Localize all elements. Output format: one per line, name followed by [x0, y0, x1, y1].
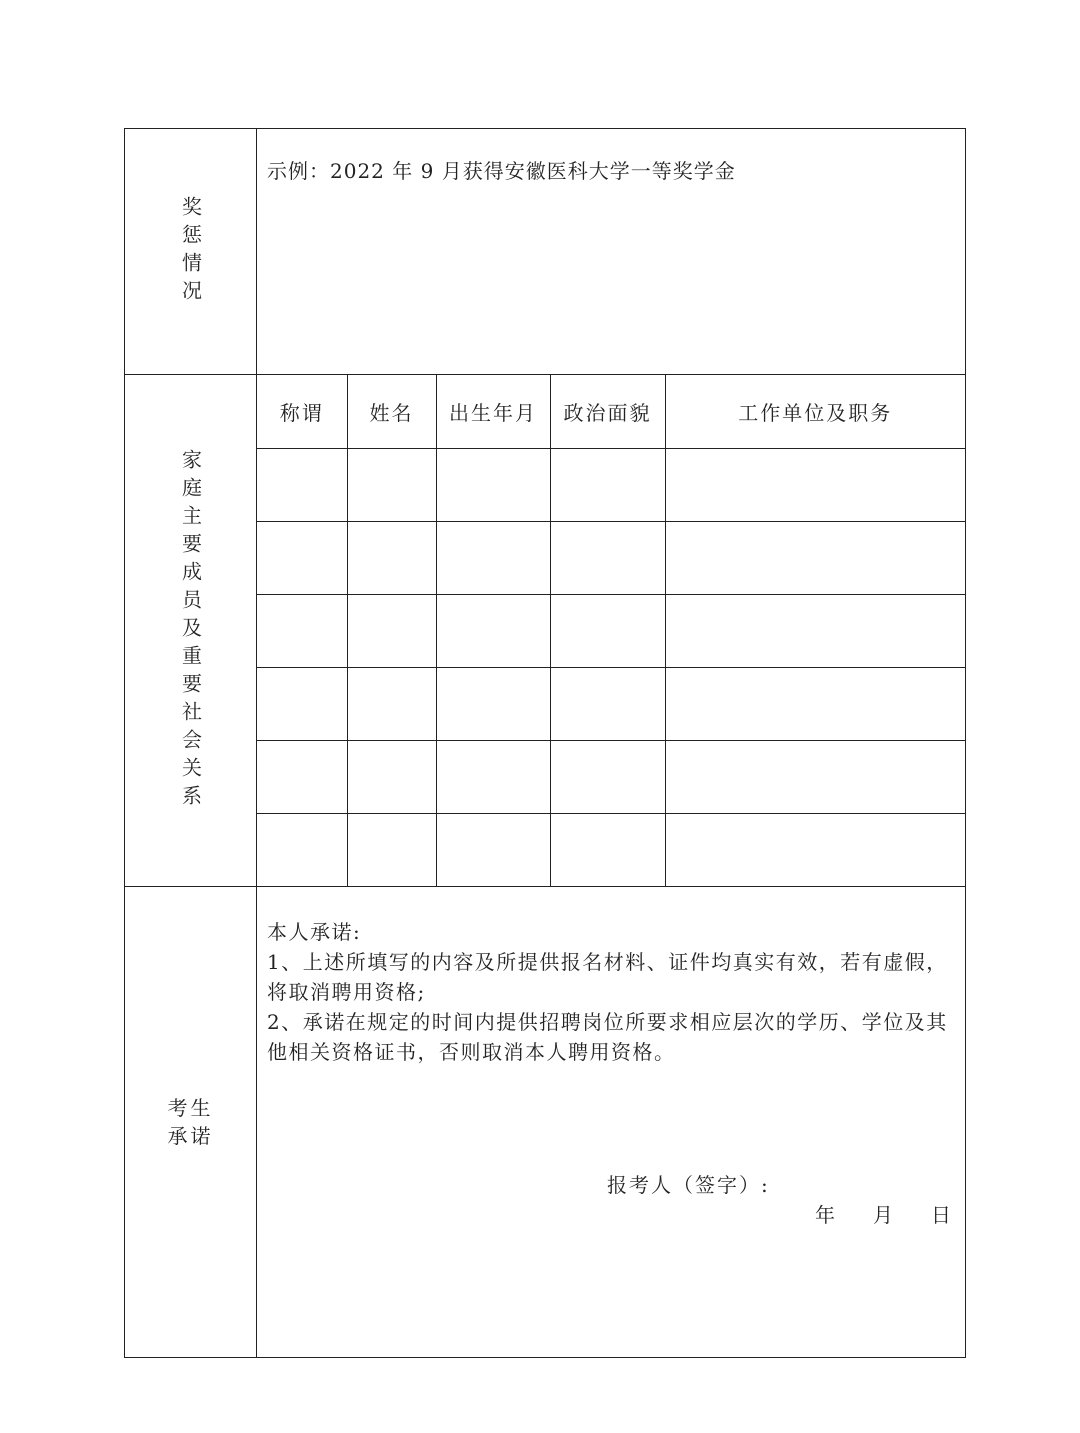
relation-cell[interactable] [257, 740, 347, 813]
awards-label: 奖惩情况 [178, 195, 203, 308]
pledge-row [125, 887, 965, 1357]
political-status-cell[interactable] [550, 521, 665, 594]
header-name: 姓名 [347, 375, 436, 448]
name-cell[interactable] [347, 667, 436, 740]
awards-example-text: 示例：2022 年 9 月获得安徽医科大学一等奖学金 [267, 159, 736, 183]
header-employer-position: 工作单位及职务 [665, 375, 965, 448]
employer-position-cell[interactable] [665, 594, 965, 667]
awards-content-cell[interactable] [257, 129, 965, 374]
name-cell[interactable] [347, 594, 436, 667]
political-status-cell[interactable] [550, 740, 665, 813]
table-row [257, 594, 965, 667]
relation-cell[interactable] [257, 667, 347, 740]
date-field[interactable] [815, 1199, 951, 1228]
employer-position-cell[interactable] [665, 448, 965, 521]
header-political-status: 政治面貌 [550, 375, 665, 448]
political-status-cell[interactable] [550, 594, 665, 667]
relation-cell[interactable] [257, 521, 347, 594]
signature-field[interactable]: 报考人（签字）: [607, 1173, 770, 1197]
pledge-label-cell [125, 887, 257, 1357]
birth-date-cell[interactable] [436, 448, 550, 521]
birth-date-cell[interactable] [436, 521, 550, 594]
date-day-label: 日 [931, 1203, 951, 1227]
birth-date-cell[interactable] [436, 740, 550, 813]
table-row [257, 448, 965, 521]
employer-position-cell[interactable] [665, 667, 965, 740]
pledge-intro: 本人承诺: [267, 920, 362, 944]
political-status-cell[interactable] [550, 667, 665, 740]
birth-date-cell[interactable] [436, 594, 550, 667]
relation-cell[interactable] [257, 448, 347, 521]
employer-position-cell[interactable] [665, 813, 965, 886]
relation-cell[interactable] [257, 594, 347, 667]
family-members-table [257, 375, 965, 886]
application-form-table [124, 128, 966, 1358]
family-table-cell [257, 375, 965, 886]
birth-date-cell[interactable] [436, 667, 550, 740]
family-label: 家庭主要成员及重要社会关系 [178, 448, 203, 813]
table-row [257, 813, 965, 886]
date-year-label: 年 [815, 1203, 835, 1227]
name-cell[interactable] [347, 740, 436, 813]
family-label-cell [125, 375, 257, 886]
name-cell[interactable] [347, 448, 436, 521]
table-row [257, 521, 965, 594]
family-header-row [257, 375, 965, 448]
name-cell[interactable] [347, 521, 436, 594]
family-row [125, 375, 965, 887]
header-birth-date: 出生年月 [436, 375, 550, 448]
pledge-content-cell [257, 887, 965, 1357]
pledge-item-2: 2、承诺在规定的时间内提供招聘岗位所要求相应层次的学历、学位及其他相关资格证书，否则取消本人聘用资格。 [267, 1010, 948, 1064]
awards-row [125, 129, 965, 375]
pledge-label: 考生承诺 [167, 1096, 214, 1148]
pledge-item-1: 1、上述所填写的内容及所提供报名材料、证件均真实有效，若有虚假，将取消聘用资格; [267, 950, 948, 1004]
political-status-cell[interactable] [550, 813, 665, 886]
employer-position-cell[interactable] [665, 740, 965, 813]
name-cell[interactable] [347, 813, 436, 886]
pledge-statement [267, 917, 951, 1067]
employer-position-cell[interactable] [665, 521, 965, 594]
header-relation: 称谓 [257, 375, 347, 448]
table-row [257, 667, 965, 740]
birth-date-cell[interactable] [436, 813, 550, 886]
date-month-label: 月 [873, 1203, 893, 1227]
political-status-cell[interactable] [550, 448, 665, 521]
awards-label-cell [125, 129, 257, 374]
relation-cell[interactable] [257, 813, 347, 886]
table-row [257, 740, 965, 813]
